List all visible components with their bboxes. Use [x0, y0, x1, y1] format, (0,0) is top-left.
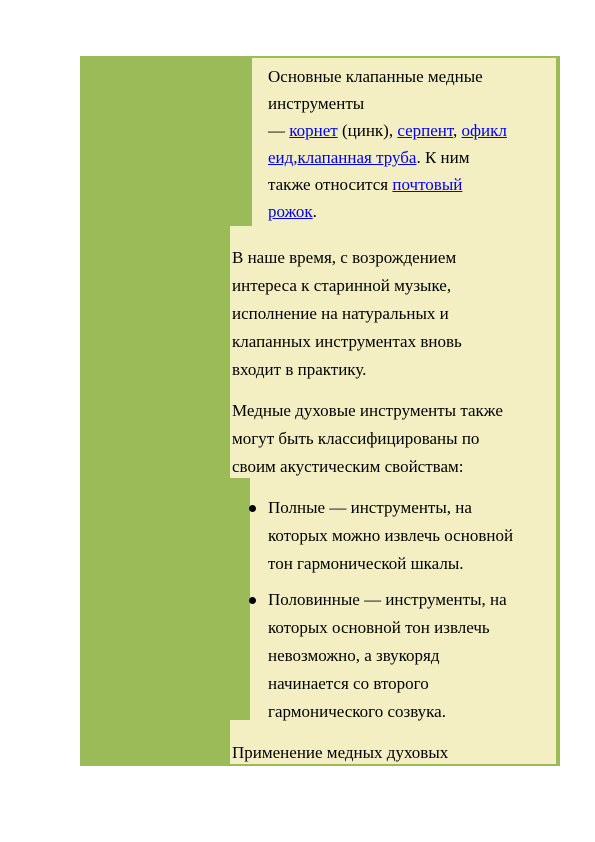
link-serpent[interactable]: серпент [397, 121, 454, 140]
bullet-dot [249, 597, 256, 604]
bullet1-line: которых можно извлечь основной [268, 526, 514, 545]
left-green-cell [80, 56, 228, 766]
para2-line: могут быть классифицированы по [232, 429, 480, 448]
para1-line: интереса к старинной музыке, [232, 276, 452, 295]
tail-text: . К ним [416, 148, 470, 167]
bullet2-line: начинается со второго [268, 674, 429, 693]
also-text: также относится [268, 175, 393, 194]
para1-line: исполнение на натуральных и [232, 304, 449, 323]
link-pochtovy-rozhok-1[interactable]: почтовый [392, 175, 463, 194]
bullet2-line: гармонического созвука. [268, 702, 446, 721]
dash-text: — [268, 121, 290, 140]
bullet-dot [249, 505, 256, 512]
block1-line3 [268, 118, 507, 145]
block1-line1: Основные клапанные медные [268, 67, 483, 86]
link-klapannaya-truba[interactable]: клапанная труба [297, 148, 417, 167]
para1-line: В наше время, с возрождением [232, 248, 457, 267]
link-ofikleid-2[interactable]: еид [268, 148, 294, 167]
bullet2-line: которых основной тон извлечь [268, 618, 490, 637]
para2-line: своим акустическим свойствам: [232, 457, 464, 476]
block1-line5 [268, 172, 462, 199]
para3-line: Применение медных духовых [232, 743, 449, 762]
bullet1-line: Полные — инструменты, на [268, 498, 472, 517]
link-kornet[interactable]: корнет [289, 121, 338, 140]
comma-link[interactable]: , [293, 148, 298, 167]
block1-line4 [268, 145, 470, 172]
link-ofikleid-1[interactable]: офикл [461, 121, 507, 140]
para1-line: клапанных инструментах вновь [232, 332, 462, 351]
block1-line6 [268, 199, 317, 226]
bullet2-line: невозможно, а звукоряд [268, 646, 440, 665]
period-text: . [312, 202, 317, 221]
indent-strip-top [230, 58, 252, 226]
para1-line: входит в практику. [232, 360, 367, 379]
bullet1-line: тон гармонической шкалы. [268, 554, 464, 573]
zink-text: (цинк), [337, 121, 398, 140]
para2-line: Медные духовые инструменты также [232, 401, 503, 420]
link-pochtovy-rozhok-2[interactable]: рожок [268, 202, 313, 221]
block1-line2: инструменты [268, 94, 365, 113]
comma-text: , [453, 121, 462, 140]
indent-strip-list [230, 478, 250, 720]
bullet2-line: Половинные — инструменты, на [268, 590, 507, 609]
